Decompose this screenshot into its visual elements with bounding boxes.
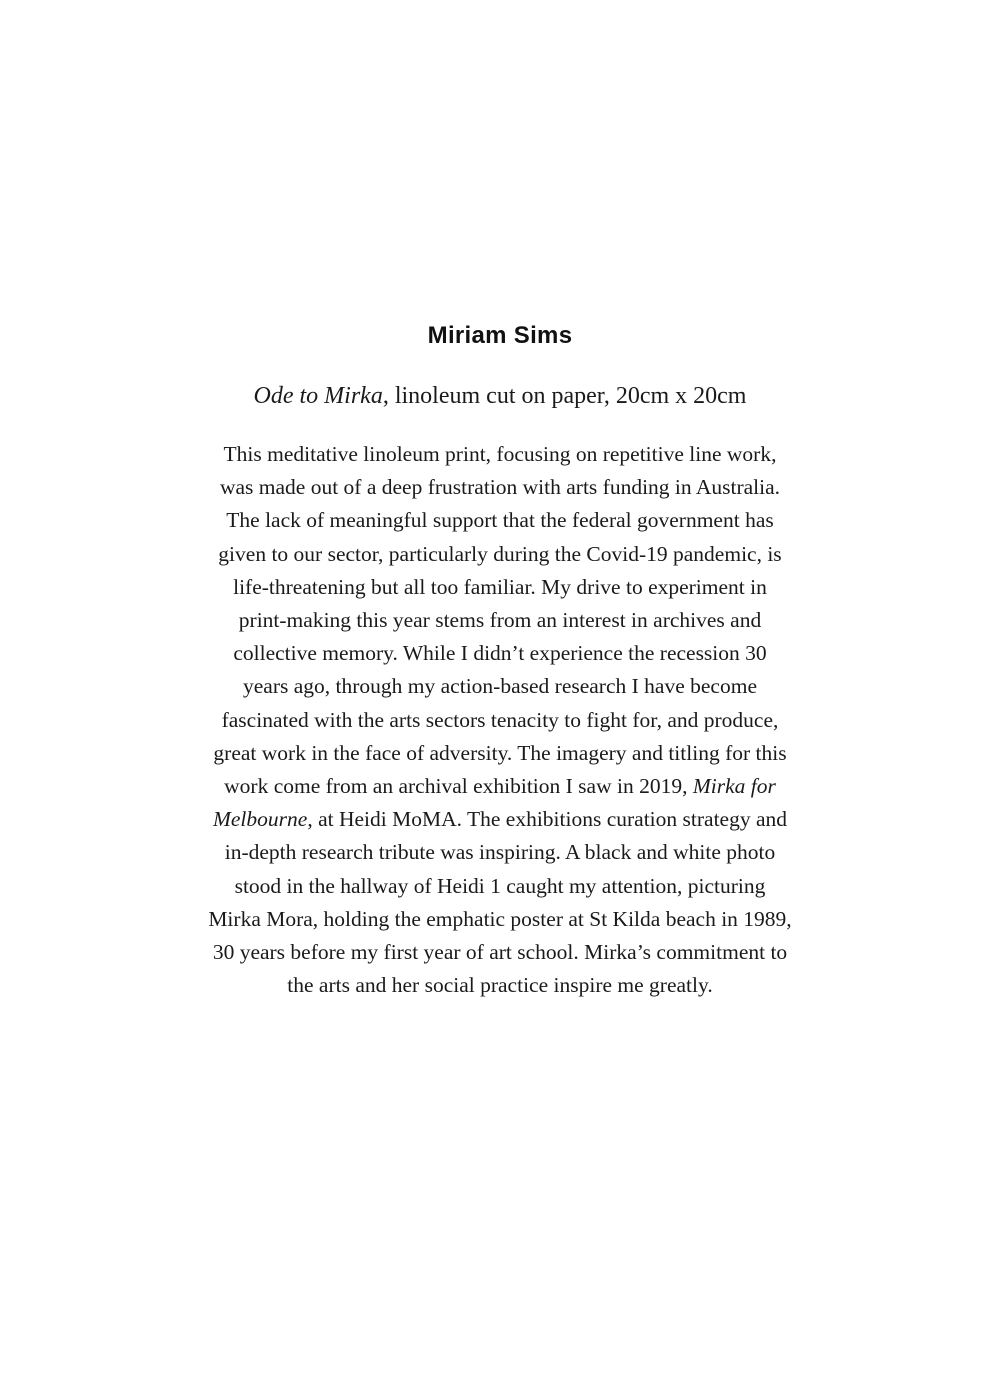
statement-line: 30 years before my first year of art school. Mirka’s commitment to [212, 940, 788, 965]
statement-line: life-threatening but all too familiar. My drive to experiment in [233, 574, 767, 599]
artwork-caption [0, 378, 1000, 414]
artwork-title: Ode to Mirka [253, 383, 383, 409]
statement-line: Mirka Mora, holding the emphatic poster at St Kilda beach in 1989, [208, 906, 792, 931]
statement-line: collective memory. While I didn’t experience the recession 30 [233, 641, 767, 666]
statement-line: fascinated with the arts sectors tenacity to fight for, and produce, [221, 707, 779, 732]
artist-name: Miriam Sims [427, 322, 573, 349]
artist-statement [110, 438, 890, 1002]
statement-line: given to our sector, particularly during the Covid-19 pandemic, is [218, 541, 782, 566]
statement-line: great work in the face of adversity. The imagery and titling for this [213, 740, 787, 765]
exhibition-title-part: Mirka for [692, 774, 776, 799]
statement-line: was made out of a deep frustration with arts funding in Australia. [219, 475, 781, 500]
exhibition-title-part: Melbourne [212, 807, 308, 832]
statement-line: This meditative linoleum print, focusing on repetitive line work, [223, 442, 777, 466]
statement-line: in-depth research tribute was inspiring. A black and white photo [224, 840, 776, 865]
artwork-details: , linoleum cut on paper, 20cm x 20cm [382, 383, 747, 409]
statement-line: The lack of meaningful support that the federal government has [226, 508, 774, 533]
statement-line: print-making this year stems from an interest in archives and [238, 608, 762, 633]
statement-line: the arts and her social practice inspire me greatly. [287, 973, 713, 998]
statement-line: years ago, through my action-based research I have become [243, 674, 757, 699]
statement-line: Melbourne, at Heidi MoMA. The exhibitions curation strategy and [212, 807, 788, 832]
statement-line: stood in the hallway of Heidi 1 caught my attention, picturing [234, 873, 766, 898]
statement-line: work come from an archival exhibition I saw in 2019, Mirka for [224, 774, 776, 799]
